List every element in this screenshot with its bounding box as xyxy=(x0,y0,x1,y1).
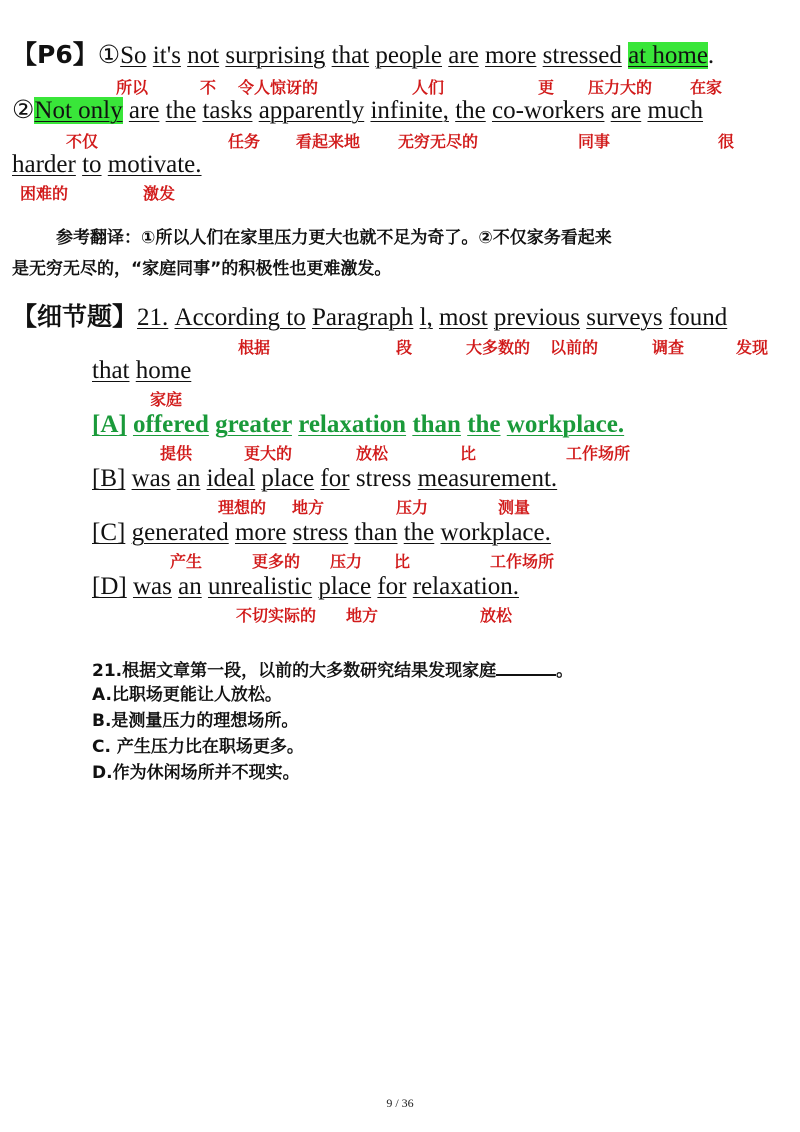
word: most xyxy=(439,304,488,331)
word: are xyxy=(448,42,479,69)
word: than xyxy=(412,411,461,438)
cn-stem-end: 。 xyxy=(556,661,574,681)
word: are xyxy=(128,97,160,124)
gloss: 不切实际的 xyxy=(236,606,317,625)
gloss: 放松 xyxy=(356,444,389,463)
gloss: 不仅 xyxy=(66,132,99,151)
p6-line-3 xyxy=(12,150,202,180)
word: than xyxy=(354,519,398,546)
gloss: 看起来地 xyxy=(296,132,361,151)
gloss: 放松 xyxy=(480,606,513,625)
word: the xyxy=(403,519,435,546)
question-number: 21. xyxy=(137,304,169,331)
gloss: 段 xyxy=(396,338,413,357)
word: According to xyxy=(174,304,306,331)
gloss: 测量 xyxy=(498,498,531,517)
gloss: 压力 xyxy=(330,552,363,571)
option-d[interactable] xyxy=(92,572,519,602)
word: for xyxy=(320,465,350,492)
word: home xyxy=(135,357,192,384)
word: stress xyxy=(292,519,349,546)
gloss: 工作场所 xyxy=(490,552,555,571)
answer-blank xyxy=(496,658,556,676)
gloss: 困难的 xyxy=(20,184,69,203)
word: tasks xyxy=(202,97,253,124)
word: to xyxy=(82,151,102,178)
word: unrealistic xyxy=(207,573,313,600)
word: much xyxy=(647,97,704,124)
word: it's xyxy=(152,42,181,69)
word: more xyxy=(485,42,537,69)
word: infinite, xyxy=(370,97,449,124)
word: surveys xyxy=(586,304,663,331)
word: ideal xyxy=(206,465,256,492)
cn-option-b: B.是测量压力的理想场所。 xyxy=(92,711,299,731)
word: not xyxy=(187,42,220,69)
word: an xyxy=(176,465,201,492)
question-type-tag: 【细节题】 xyxy=(12,302,138,331)
word: for xyxy=(377,573,407,600)
word: more xyxy=(234,519,287,546)
cn-option-a: A.比职场更能让人放松。 xyxy=(92,685,282,705)
word: the xyxy=(165,97,197,124)
highlighted-phrase: at home xyxy=(628,42,708,69)
circled-number-2: ② xyxy=(12,97,35,124)
word: measurement. xyxy=(417,465,558,492)
p6-tag: 【P6】 xyxy=(12,40,98,69)
gloss: 根据 xyxy=(238,338,271,357)
word: workplace. xyxy=(440,519,551,546)
word: generated xyxy=(131,519,229,546)
option-label: [A] xyxy=(92,411,127,438)
word: workplace. xyxy=(506,411,625,438)
gloss: 更大的 xyxy=(244,444,293,463)
question-stem xyxy=(12,302,727,333)
word: place xyxy=(318,573,372,600)
word: relaxation. xyxy=(412,573,519,600)
gloss: 在家 xyxy=(690,78,723,97)
word: motivate. xyxy=(107,151,202,178)
word: Paragraph xyxy=(311,304,414,331)
word: people xyxy=(375,42,443,69)
gloss: 很 xyxy=(718,132,735,151)
gloss: 大多数的 xyxy=(466,338,531,357)
word: was xyxy=(132,573,172,600)
translation-line-2: 是无穷无尽的，“家庭同事”的积极性也更难激发。 xyxy=(12,259,392,279)
gloss: 压力大的 xyxy=(588,78,653,97)
question-stem-2 xyxy=(92,356,191,386)
gloss: 无穷无尽的 xyxy=(398,132,479,151)
gloss: 理想的 xyxy=(218,498,267,517)
gloss: 以前的 xyxy=(550,338,599,357)
word: greater xyxy=(215,411,292,438)
word: previous xyxy=(493,304,581,331)
cn-stem-text: 21.根据文章第一段，以前的大多数研究结果发现家庭 xyxy=(92,661,497,681)
gloss: 地方 xyxy=(346,606,379,625)
p6-line-1 xyxy=(12,40,714,71)
word: an xyxy=(178,573,202,600)
option-label: [B] xyxy=(92,465,126,492)
gloss: 同事 xyxy=(578,132,611,151)
option-label: [C] xyxy=(92,519,126,546)
page-number: 9 / 36 xyxy=(386,1096,414,1110)
period: . xyxy=(707,42,715,69)
word: surprising xyxy=(225,42,326,69)
gloss: 人们 xyxy=(412,78,445,97)
option-b[interactable] xyxy=(92,464,557,494)
gloss: 产生 xyxy=(170,552,203,571)
word: the xyxy=(455,97,486,124)
word: place xyxy=(261,465,315,492)
gloss: 所以 xyxy=(116,78,149,97)
cn-option-c: C. 产生压力比在职场更多。 xyxy=(92,737,304,757)
gloss: 工作场所 xyxy=(566,444,631,463)
gloss: 更 xyxy=(538,78,555,97)
word: co-workers xyxy=(491,97,605,124)
word: So xyxy=(120,42,147,69)
word: found xyxy=(668,304,728,331)
gloss: 提供 xyxy=(160,444,193,463)
cn-question-stem xyxy=(92,658,573,683)
gloss: 调查 xyxy=(652,338,685,357)
gloss: 令人惊讶的 xyxy=(238,78,319,97)
gloss: 发现 xyxy=(736,338,769,357)
option-label: [D] xyxy=(92,573,127,600)
option-a[interactable] xyxy=(92,410,624,440)
word: stress xyxy=(355,465,412,492)
gloss: 家庭 xyxy=(150,390,183,409)
word: l, xyxy=(419,304,433,331)
gloss: 比 xyxy=(394,552,411,571)
gloss: 激发 xyxy=(143,184,176,203)
circled-number-1: ① xyxy=(97,42,121,69)
option-c[interactable] xyxy=(92,518,551,548)
word: relaxation xyxy=(298,411,407,438)
word: that xyxy=(331,42,370,69)
word: was xyxy=(131,465,171,492)
translation-line-1: 参考翻译：①所以人们在家里压力更大也就不足为奇了。②不仅家务看起来 xyxy=(56,228,612,248)
word: that xyxy=(92,357,130,384)
gloss: 压力 xyxy=(396,498,429,517)
gloss: 更多的 xyxy=(252,552,301,571)
word: stressed xyxy=(542,42,622,69)
gloss: 不 xyxy=(200,78,217,97)
gloss: 地方 xyxy=(292,498,325,517)
cn-option-d: D.作为休闲场所并不现实。 xyxy=(92,763,300,783)
p6-line-2 xyxy=(12,96,703,126)
word: offered xyxy=(132,411,209,438)
word: are xyxy=(610,97,642,124)
gloss: 任务 xyxy=(228,132,261,151)
gloss: 比 xyxy=(460,444,477,463)
word: the xyxy=(467,411,501,438)
highlighted-phrase: Not only xyxy=(34,97,123,124)
word: apparently xyxy=(258,97,365,124)
word: harder xyxy=(12,151,76,178)
